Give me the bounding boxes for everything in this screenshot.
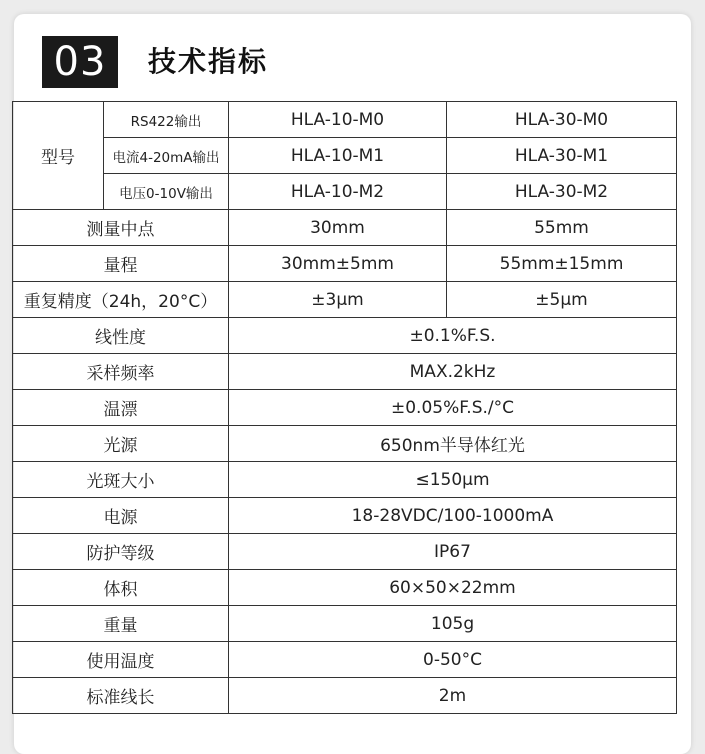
spec-table bbox=[12, 101, 677, 714]
table-row bbox=[13, 354, 677, 390]
table-row bbox=[13, 498, 677, 534]
output-type-cell: 电流4-20mA输出 bbox=[104, 138, 229, 174]
model-cell: HLA-30-M1 bbox=[447, 138, 677, 174]
spec-value: IP67 bbox=[229, 534, 677, 570]
model-cell: HLA-10-M1 bbox=[229, 138, 447, 174]
table-row bbox=[13, 138, 677, 174]
model-cell: HLA-10-M0 bbox=[229, 102, 447, 138]
spec-value: 60×50×22mm bbox=[229, 570, 677, 606]
spec-label: 使用温度 bbox=[13, 642, 229, 678]
table-row bbox=[13, 606, 677, 642]
spec-label: 标准线长 bbox=[13, 678, 229, 714]
table-row bbox=[13, 210, 677, 246]
spec-label: 重量 bbox=[13, 606, 229, 642]
spec-value: 30mm bbox=[229, 210, 447, 246]
table-row bbox=[13, 534, 677, 570]
spec-value: 55mm±15mm bbox=[447, 246, 677, 282]
table-row bbox=[13, 678, 677, 714]
table-row bbox=[13, 174, 677, 210]
table-row bbox=[13, 390, 677, 426]
spec-label: 采样频率 bbox=[13, 354, 229, 390]
spec-value: ≤150μm bbox=[229, 462, 677, 498]
spec-label: 体积 bbox=[13, 570, 229, 606]
model-cell: HLA-30-M2 bbox=[447, 174, 677, 210]
spec-label: 测量中点 bbox=[13, 210, 229, 246]
spec-value: ±0.05%F.S./°C bbox=[229, 390, 677, 426]
spec-value: 55mm bbox=[447, 210, 677, 246]
spec-label: 重复精度（24h，20°C） bbox=[13, 282, 229, 318]
spec-value: ±0.1%F.S. bbox=[229, 318, 677, 354]
spec-label: 线性度 bbox=[13, 318, 229, 354]
table-row bbox=[13, 318, 677, 354]
spec-value: ±5μm bbox=[447, 282, 677, 318]
output-type-cell: RS422输出 bbox=[104, 102, 229, 138]
table-row bbox=[13, 282, 677, 318]
spec-label: 防护等级 bbox=[13, 534, 229, 570]
spec-value: 2m bbox=[229, 678, 677, 714]
spec-label: 温漂 bbox=[13, 390, 229, 426]
spec-value: 30mm±5mm bbox=[229, 246, 447, 282]
spec-value: 650nm半导体红光 bbox=[229, 426, 677, 462]
spec-value: 0-50°C bbox=[229, 642, 677, 678]
spec-label: 光源 bbox=[13, 426, 229, 462]
spec-label: 光斑大小 bbox=[13, 462, 229, 498]
spec-value: 105g bbox=[229, 606, 677, 642]
table-row bbox=[13, 642, 677, 678]
table-row bbox=[13, 426, 677, 462]
spec-value: 18-28VDC/100-1000mA bbox=[229, 498, 677, 534]
spec-value: ±3μm bbox=[229, 282, 447, 318]
table-row bbox=[13, 102, 677, 138]
spec-label: 量程 bbox=[13, 246, 229, 282]
table-row bbox=[13, 246, 677, 282]
model-label: 型号 bbox=[13, 102, 104, 210]
model-cell: HLA-10-M2 bbox=[229, 174, 447, 210]
table-row bbox=[13, 570, 677, 606]
table-row bbox=[13, 462, 677, 498]
spec-value: MAX.2kHz bbox=[229, 354, 677, 390]
spec-label: 电源 bbox=[13, 498, 229, 534]
output-type-cell: 电压0-10V输出 bbox=[104, 174, 229, 210]
section-title: 技术指标 bbox=[148, 45, 269, 78]
model-cell: HLA-30-M0 bbox=[447, 102, 677, 138]
section-number-badge: 03 bbox=[42, 36, 118, 88]
